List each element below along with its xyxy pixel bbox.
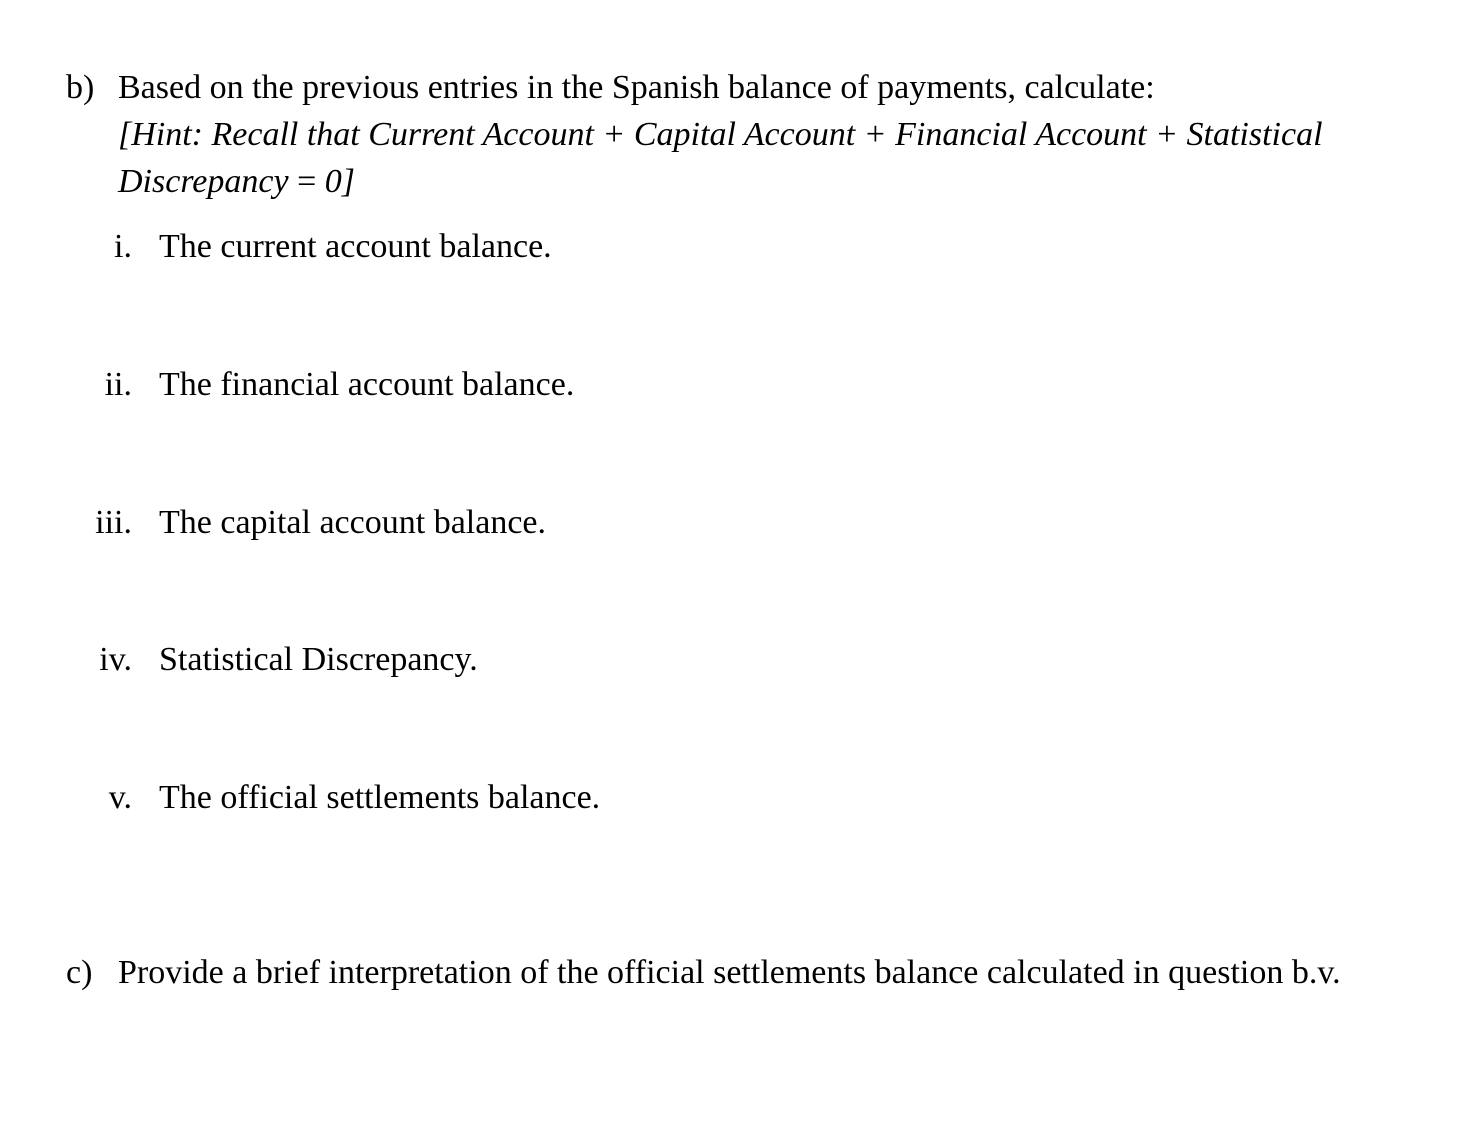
item-iii-label: iii. [95,504,132,541]
item-iv-label: iv. [99,641,132,678]
item-ii-label: ii. [104,366,132,403]
hint-line-1: [Hint: Recall that Current Account + Capital Account + Financial Account + Statistical [118,116,1323,153]
item-iii-text: The capital account balance. [159,504,546,541]
part-c-label: c) [66,954,93,991]
hint-line-2-b: 0] [324,163,355,200]
part-c-text: Provide a brief interpretation of the official settlements balance calculated in question b.v. [118,954,1341,991]
part-b-text: Based on the previous entries in the Spanish balance of payments, calculate: [118,69,1155,106]
hint-equals: = [297,163,325,200]
item-ii-text: The financial account balance. [159,366,575,403]
hint-line-2 [118,158,1408,205]
hint-line-2-a: Discrepancy [118,163,298,200]
hint-text [118,111,1408,205]
item-v-text: The official settlements balance. [159,779,601,816]
item-iv-text: Statistical Discrepancy. [159,641,478,678]
item-i-label: i. [114,228,132,265]
part-b-label: b) [66,69,95,106]
item-i-text: The current account balance. [159,228,552,265]
item-v-label: v. [108,779,132,816]
